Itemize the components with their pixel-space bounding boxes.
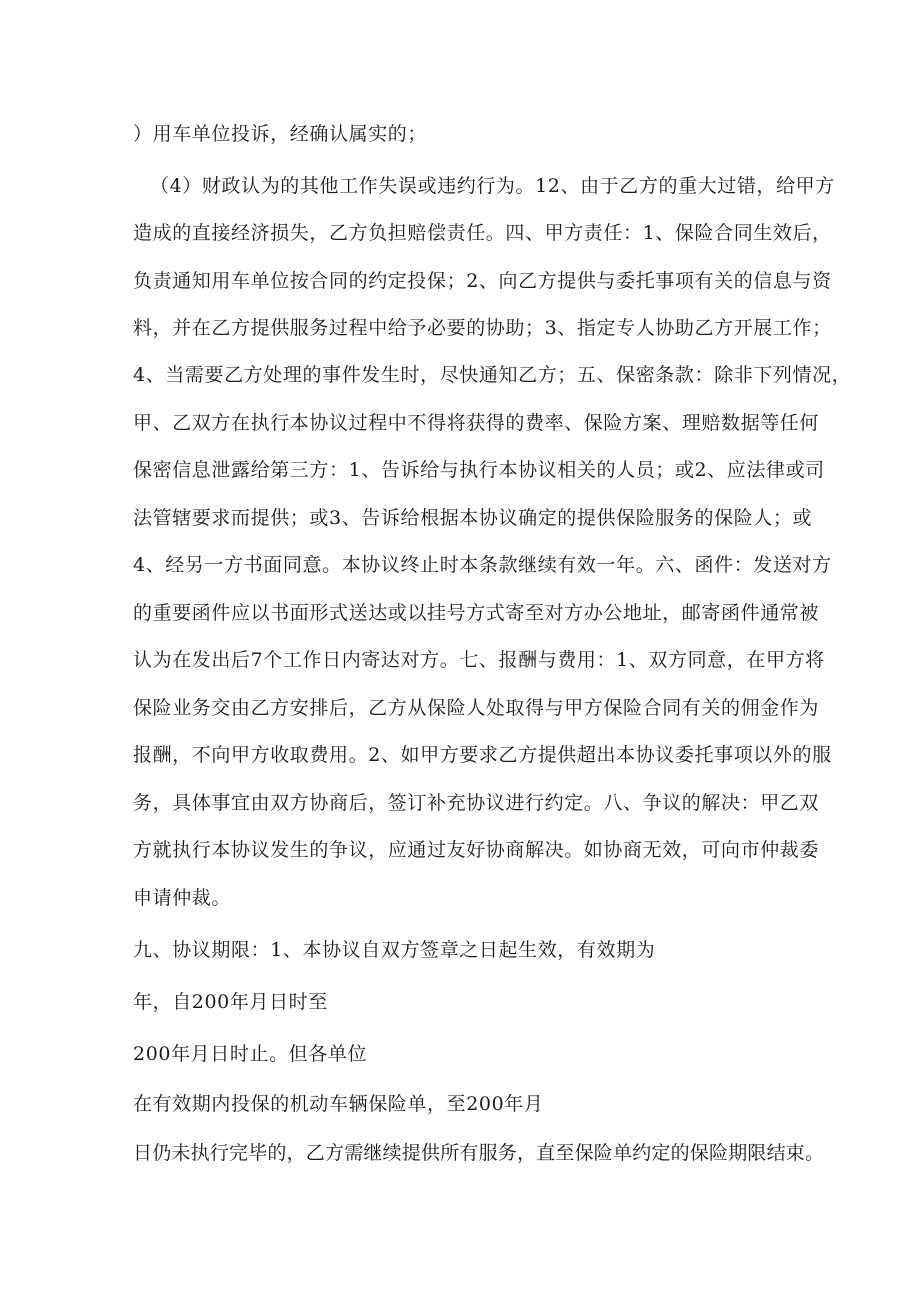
- text-line: 料，并在乙方提供服务过程中给予必要的协助；3、指定专人协助乙方开展工作；: [133, 317, 832, 339]
- text-line: 日仍未执行完毕的，乙方需继续提供所有服务，直至保险单约定的保险期限结束。: [133, 1142, 825, 1164]
- text-line: （4）财政认为的其他工作失误或违约行为。12、由于乙方的重大过错，给甲方: [150, 175, 835, 197]
- text-line: ）用车单位投诉，经确认属实的；: [133, 123, 428, 145]
- text-line: 方就执行本协议发生的争议，应通过友好协商解决。如协商无效，可向市仲裁委: [133, 839, 820, 861]
- text-line: 200年月日时止。但各单位: [133, 1043, 368, 1065]
- text-line: 负责通知用车单位按合同的约定投保；2、向乙方提供与委托事项有关的信息与资: [133, 270, 832, 292]
- text-line: 年，自200年月日时至: [133, 991, 328, 1013]
- text-line: 申请仲裁。: [133, 887, 232, 909]
- text-line: 认为在发出后7个工作日内寄达对方。七、报酬与费用：1、双方同意，在甲方将: [133, 649, 825, 671]
- text-line: 保密信息泄露给第三方：1、告诉给与执行本协议相关的人员；或2、应法律或司: [133, 459, 825, 481]
- text-line: 在有效期内投保的机动车辆保险单，至200年月: [133, 1093, 544, 1115]
- text-line: 九、协议期限：1、本协议自双方签章之日起生效，有效期为: [133, 939, 656, 961]
- text-line: 的重要函件应以书面形式送达或以挂号方式寄至对方办公地址，邮寄函件通常被: [133, 602, 820, 624]
- text-line: 务，具体事宜由双方协商后，签订补充协议进行约定。八、争议的解决：甲乙双: [133, 792, 820, 814]
- text-line: 保险业务交由乙方安排后，乙方从保险人处取得与甲方保险合同有关的佣金作为: [133, 697, 820, 719]
- text-line: 4、当需要乙方处理的事件发生时，尽快通知乙方；五、保密条款：除非下列情况，: [133, 364, 852, 386]
- text-line: 造成的直接经济损失，乙方负担赔偿责任。四、甲方责任：1、保险合同生效后，: [133, 222, 832, 244]
- text-line: 报酬，不向甲方收取费用。2、如甲方要求乙方提供超出本协议委托事项以外的服: [133, 744, 832, 766]
- text-line: 4、经另一方书面同意。本协议终止时本条款继续有效一年。六、函件：发送对方: [133, 554, 832, 576]
- text-line: 甲、乙双方在执行本协议过程中不得将获得的费率、保险方案、理赔数据等任何: [133, 412, 820, 434]
- text-line: 法管辖要求而提供；或3、告诉给根据本协议确定的提供保险服务的保险人；或: [133, 507, 813, 529]
